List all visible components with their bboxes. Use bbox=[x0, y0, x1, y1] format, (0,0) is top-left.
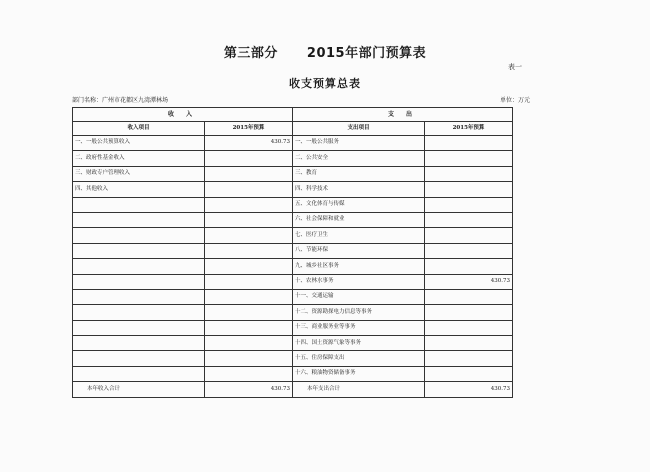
table-row bbox=[73, 259, 513, 274]
income-item-cell bbox=[73, 336, 205, 351]
expense-value-cell bbox=[425, 259, 513, 274]
income-item-cell bbox=[73, 212, 205, 227]
expense-item-cell: 十六、粮油物资储备事务 bbox=[293, 366, 425, 381]
expense-item-cell: 三、教育 bbox=[293, 166, 425, 181]
expense-value-cell bbox=[425, 182, 513, 197]
income-value-cell bbox=[205, 336, 293, 351]
income-value-cell bbox=[205, 274, 293, 289]
expense-item-cell: 八、节能环保 bbox=[293, 243, 425, 258]
table-row bbox=[73, 166, 513, 181]
expense-item-cell: 十五、住房保障支出 bbox=[293, 351, 425, 366]
expense-value-cell bbox=[425, 136, 513, 151]
expense-item-cell: 十一、交通运输 bbox=[293, 289, 425, 304]
form-number: 表一 bbox=[508, 63, 522, 71]
table-row bbox=[73, 366, 513, 381]
table-row bbox=[73, 305, 513, 320]
income-item-cell bbox=[73, 320, 205, 335]
expense-total-label: 本年支出合计 bbox=[293, 382, 425, 397]
income-value-cell bbox=[205, 305, 293, 320]
table-subtitle: 收支预算总表 bbox=[289, 77, 361, 90]
expense-item-cell: 十四、国土资源气象等事务 bbox=[293, 336, 425, 351]
income-item-cell bbox=[73, 289, 205, 304]
income-item-cell bbox=[73, 305, 205, 320]
income-value-cell bbox=[205, 243, 293, 258]
income-value-cell bbox=[205, 228, 293, 243]
income-item-cell bbox=[73, 197, 205, 212]
expense-value-cell bbox=[425, 212, 513, 227]
expense-value-cell: 430.73 bbox=[425, 274, 513, 289]
table-row bbox=[73, 243, 513, 258]
section-header-row bbox=[73, 108, 513, 122]
expense-budget-header: 2015年预算 bbox=[425, 122, 513, 136]
income-item-cell: 一、一般公共预算收入 bbox=[73, 136, 205, 151]
expense-value-cell bbox=[425, 166, 513, 181]
expense-value-cell bbox=[425, 243, 513, 258]
expense-item-cell: 七、医疗卫生 bbox=[293, 228, 425, 243]
expense-item-cell: 五、文化体育与传媒 bbox=[293, 197, 425, 212]
income-item-cell bbox=[73, 366, 205, 381]
expense-item-cell: 十、农林水事务 bbox=[293, 274, 425, 289]
budget-table bbox=[72, 107, 513, 398]
income-value-cell bbox=[205, 182, 293, 197]
income-item-cell: 四、其他收入 bbox=[73, 182, 205, 197]
expense-value-cell bbox=[425, 320, 513, 335]
expense-item-cell: 六、社会保障和就业 bbox=[293, 212, 425, 227]
income-value-cell bbox=[205, 166, 293, 181]
income-value-cell bbox=[205, 212, 293, 227]
expense-item-cell: 九、城乡社区事务 bbox=[293, 259, 425, 274]
table-row bbox=[73, 351, 513, 366]
income-value-cell bbox=[205, 151, 293, 166]
income-value-cell: 430.73 bbox=[205, 136, 293, 151]
income-item-cell bbox=[73, 259, 205, 274]
table-row bbox=[73, 336, 513, 351]
table-row bbox=[73, 320, 513, 335]
expense-item-cell: 四、科学技术 bbox=[293, 182, 425, 197]
expense-item-cell: 一、一般公共服务 bbox=[293, 136, 425, 151]
page-title bbox=[0, 42, 650, 61]
income-item-cell: 二、政府性基金收入 bbox=[73, 151, 205, 166]
budget-title: 2015年部门预算表 bbox=[306, 46, 427, 61]
table-row bbox=[73, 228, 513, 243]
unit-label: 单位：万元 bbox=[499, 97, 530, 104]
part-label: 第三部分 bbox=[223, 46, 278, 61]
income-item-cell bbox=[73, 274, 205, 289]
total-row bbox=[73, 382, 513, 397]
expense-item-header: 支出项目 bbox=[293, 122, 425, 136]
income-value-cell bbox=[205, 320, 293, 335]
column-header-row bbox=[73, 122, 513, 136]
expense-item-cell: 二、公共安全 bbox=[293, 151, 425, 166]
expense-value-cell bbox=[425, 336, 513, 351]
income-value-cell bbox=[205, 289, 293, 304]
expense-value-cell bbox=[425, 151, 513, 166]
table-row bbox=[73, 274, 513, 289]
income-value-cell bbox=[205, 366, 293, 381]
expense-item-cell: 十三、商业服务业等事务 bbox=[293, 320, 425, 335]
income-item-cell bbox=[73, 228, 205, 243]
department-name: 部门名称：广州市花都区九湾潭林场 bbox=[72, 97, 169, 104]
table-row bbox=[73, 289, 513, 304]
income-value-cell bbox=[205, 351, 293, 366]
income-item-header: 收入项目 bbox=[73, 122, 205, 136]
income-total-value: 430.73 bbox=[205, 382, 293, 397]
expense-value-cell bbox=[425, 366, 513, 381]
expense-value-cell bbox=[425, 228, 513, 243]
table-row bbox=[73, 212, 513, 227]
income-budget-header: 2015年预算 bbox=[205, 122, 293, 136]
income-header: 收 入 bbox=[73, 108, 293, 122]
expense-total-value: 430.73 bbox=[425, 382, 513, 397]
expense-value-cell bbox=[425, 197, 513, 212]
table-row bbox=[73, 151, 513, 166]
income-item-cell: 三、财政专户管理收入 bbox=[73, 166, 205, 181]
income-item-cell bbox=[73, 243, 205, 258]
income-item-cell bbox=[73, 351, 205, 366]
expense-value-cell bbox=[425, 305, 513, 320]
income-total-label: 本年收入合计 bbox=[73, 382, 205, 397]
expense-value-cell bbox=[425, 351, 513, 366]
income-value-cell bbox=[205, 197, 293, 212]
table-row bbox=[73, 197, 513, 212]
table-row bbox=[73, 136, 513, 151]
table-row bbox=[73, 182, 513, 197]
expense-header: 支 出 bbox=[293, 108, 513, 122]
expense-value-cell bbox=[425, 289, 513, 304]
expense-item-cell: 十二、资源勘探电力信息等事务 bbox=[293, 305, 425, 320]
income-value-cell bbox=[205, 259, 293, 274]
